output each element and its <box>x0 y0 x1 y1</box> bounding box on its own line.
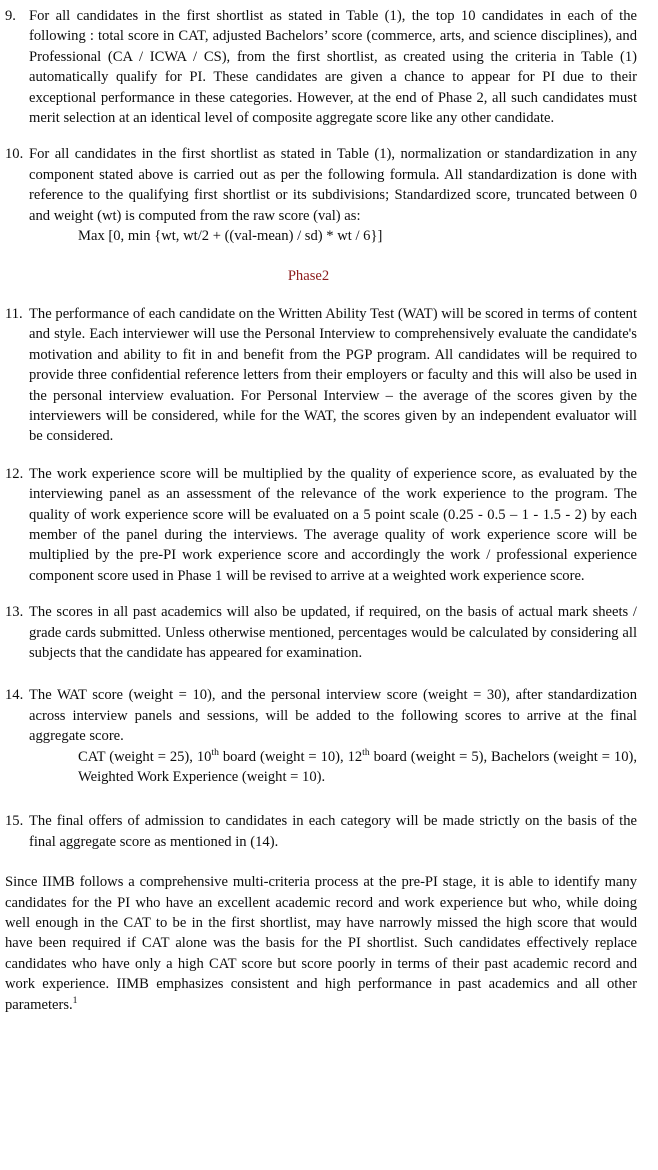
list-item-text: The WAT score (weight = 10), and the personal interview score (weight = 30), after standardization across interview panels and sessions, will be added to the following scores to arrive at the final aggregate score. <box>29 687 637 745</box>
footnote-marker: 1 <box>72 994 78 1006</box>
list-item-number: 12. <box>5 465 24 482</box>
ordinal-suffix-10th: th <box>211 746 219 758</box>
list-item-text: The scores in all past academics will also be updated, if required, on the basis of actual mark sheets / grade cards submitted. Unless otherwise mentioned, percentages would be calculated by considering all subjects that the candidate has appeared for examination. <box>29 604 637 661</box>
list-item-body <box>29 602 637 663</box>
list-item-number: 10. <box>5 146 24 163</box>
list-item-number: 11. <box>5 305 23 322</box>
list-item-13 <box>4 602 637 663</box>
list-item-text: The final offers of admission to candidates in each category will be made strictly on the basis of the final aggregate score as mentioned in (14). <box>29 813 637 850</box>
list-item-body <box>29 464 637 586</box>
list-item-body <box>29 144 637 246</box>
standardization-formula: Max [0, min {wt, wt/2 + ((val-mean) / sd) * wt / 6}] <box>78 228 383 245</box>
list-item-9 <box>4 6 637 128</box>
weights-part-3: board (weight = 5), Bachelors (weight = 10), Weighted Work Experience (weight = 10). <box>78 748 637 785</box>
list-item-number: 9. <box>5 8 16 24</box>
list-item-number: 13. <box>5 604 24 621</box>
list-item-text: The performance of each candidate on the Written Ability Test (WAT) will be scored in terms of content and style. Each interviewer will use the Personal Interview to comprehensively evaluate the candidate's motivation and ability to fit in and benefit from the PGP program. All candidates will be required to provide three confidential reference letters from their employers or faculty and this will also be used in the personal interview evaluation. For Personal Interview – the average of the scores given by the interviewers will be considered, while for the WAT, the scores given by an independent evaluator will be considered. <box>29 305 637 445</box>
list-item-10 <box>4 144 637 246</box>
weights-part-2: board (weight = 10), 12 <box>218 748 363 765</box>
ordinal-suffix-12th: th <box>362 746 370 758</box>
list-item-body <box>29 6 637 128</box>
list-item-body <box>29 685 637 787</box>
list-item-body <box>29 304 637 447</box>
list-item-number: 15. <box>5 813 24 830</box>
weights-part-1: CAT (weight = 25), 10 <box>78 748 212 765</box>
list-item-12 <box>4 464 637 586</box>
list-item-text: The work experience score will be multiplied by the quality of experience score, as evaluated by the interviewing panel as an assessment of the relevance of the work experience to the program. The quality of work experience score will be evaluated on a 5 point scale (0.25 - 0.5 – 1 - 1.5 - 2) by each member of the panel during the interviews. The average quality of work experience score will be multiplied by the pre-PI work experience score and accordingly the work / professional experience component score used in Phase 1 will be revised to arrive at a weighted work experience score. <box>29 465 637 584</box>
closing-paragraph <box>4 872 637 1015</box>
list-item-15 <box>4 811 637 852</box>
closing-paragraph-text: Since IIMB follows a comprehensive multi-criteria process at the pre-PI stage, it is able to identify many candidates for the PI who have an excellent academic record and work experience but who, while doing well enough in the CAT to be in the first shortlist, may have narrowly missed the high score that would have been required if CAT alone was the basis for the PI shortlist. Such candidates effectively replace candidates who have only a high CAT score but score poorly in terms of their past academic record and work experience. IIMB emphasizes consistent and high performance in past academics and all other parameters. <box>5 874 637 1013</box>
list-item-text: For all candidates in the first shortlist as stated in Table (1), normalization or standardization in any component stated above is carried out as per the following formula. All standardization is done with reference to the qualifying first shortlist or its subdivisions; Standardized score, truncated between 0 and weight (wt) is computed from the raw score (val) as: <box>29 146 637 224</box>
list-item-text: For all candidates in the first shortlist as stated in Table (1), the top 10 candidates in each of the following : total score in CAT, adjusted Bachelors’ score (commerce, arts, and science disciplines), and Professional (CA / ICWA / CS), from the first shortlist, as created using the criteria in Table (1) automatically qualify for PI. These candidates are given a chance to appear for PI due to their exceptional performance in these categories. However, at the end of Phase 2, all such candidates must merit selection at an identical level of composite aggregate score like any other candidate. <box>29 8 637 127</box>
list-item-number: 14. <box>5 687 24 704</box>
list-item-14 <box>4 685 637 787</box>
phase-2-heading: Phase2 <box>287 268 330 285</box>
list-item-11 <box>4 304 637 447</box>
component-weights-line <box>29 747 637 788</box>
list-item-body <box>29 811 637 852</box>
